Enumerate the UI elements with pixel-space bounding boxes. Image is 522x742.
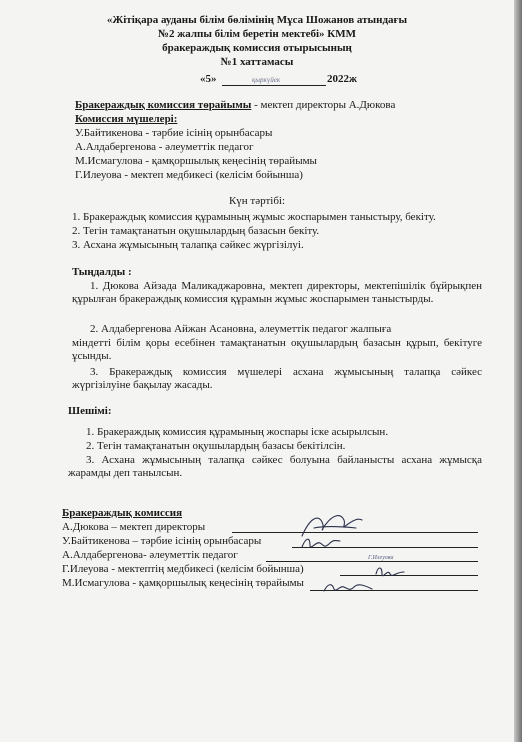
member-item: М.Исмагулова - қамқоршылық кеңесінің төрайымы (75, 155, 317, 167)
member-item: У.Байтикенова - тәрбие ісінің орынбасары (75, 127, 273, 139)
date-month-handwritten: қыркүйек (252, 76, 281, 84)
heard-paragraph-3: 3. Бракераждық комиссия мүшелері асхана жұмысының талапқа сәйкес жүргізілуіне бақылау жасады. (72, 366, 482, 391)
decision-item: 1. Бракераждық комиссия құрамының жоспары іске асырылсын. (86, 426, 389, 438)
agenda-item: 3. Асхана жұмысының талапқа сәйкес жүргізілуі. (72, 239, 304, 251)
chair-label: Бракераждық комиссия төрайымы (75, 99, 252, 111)
agenda-item: 2. Тегін тамақтанатын оқушылардың базасын бекіту. (72, 225, 320, 237)
signature-row-label: А.Дюкова – мектеп директоры (62, 521, 206, 533)
members-label: Комиссия мүшелері: (75, 113, 178, 125)
agenda-title: Күн тәртібі: (228, 195, 286, 207)
heard-paragraph-2-rest: міндетті білім қоры есебінен тамақтанатын оқушылардың базасын құрып, бекітуге ұсынды. (72, 337, 482, 362)
signature-row-label: М.Исмагулова - қамқоршылық кеңесінің төрайымы (62, 577, 304, 589)
heard-paragraph-2-first-line: 2. Алдабергенова Айжан Асановна, әлеуметтік педагог жалпыға (90, 323, 392, 335)
chair-value: - мектеп директоры А.Дюкова (251, 99, 396, 111)
signature-row-label: А.Алдабергенова- әлеуметтік педагог (62, 549, 238, 561)
nurse-signature-image (372, 562, 408, 582)
deputy-signature-image (298, 533, 342, 555)
header-line-2: №2 жалпы білім беретін мектебі» КММ (157, 28, 357, 40)
header-line-3: бракераждық комиссия отырысының (162, 42, 352, 54)
heard-paragraph-1: 1. Дюкова Айзада Маликаджаровна, мектеп директоры, мектепішілік бұйрықпен құрылған бракераждық комиссия құрамын жұмыс жоспарымен таныстырды. (72, 280, 482, 305)
date-year: 2022ж (327, 73, 357, 85)
decision-item: 2. Тегін тамақтанатын оқушылардың базасы бекітілсін. (86, 440, 346, 452)
page-edge (514, 0, 522, 742)
protocol-number: №1 хаттамасы (220, 56, 294, 68)
heard-title: Тыңдалды : (72, 266, 132, 278)
signature-row-label: Г.Илеуова - мектептің медбикесі (келісім бойынша) (62, 563, 304, 575)
header-line-1: «Жітіқара ауданы білім бөлімінің Мұса Шожанов атындағы (106, 14, 408, 26)
decision-title: Шешімі: (68, 405, 112, 417)
council-chair-signature-image (320, 577, 376, 597)
signature-line (340, 575, 478, 576)
handwritten-name-note: Г.Илеуова (368, 555, 394, 561)
signature-row-label: У.Байтикенова – тәрбие ісінің орынбасары (62, 535, 262, 547)
chair-line (75, 99, 395, 112)
agenda-item: 1. Бракераждық комиссия құрамының жұмыс жоспарымен таныстыру, бекіту. (72, 211, 436, 223)
member-item: А.Алдабергенова - әлеуметтік педагог (75, 141, 254, 153)
date-day: «5» (200, 73, 217, 85)
signatures-title: Бракераждық комиссия (62, 507, 183, 519)
member-item: Г.Илеуова - мектеп медбикесі (келісім бойынша) (75, 169, 303, 181)
decision-item: 3. Асхана жұмысының талапқа сәйкес болуына байланысты асхана жұмысқа жарамды деп танылсын. (68, 454, 482, 479)
